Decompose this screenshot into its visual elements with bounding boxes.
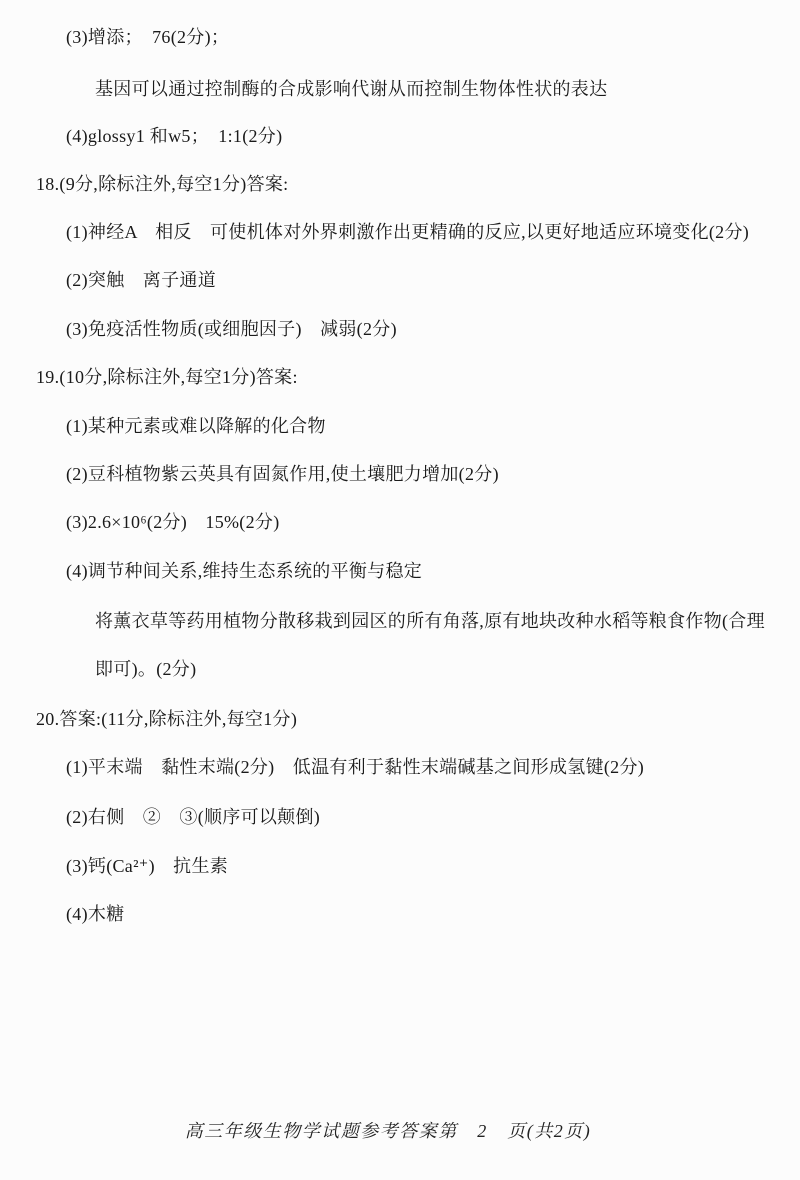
answer-line-q20-part1: (1)平末端 黏性末端(2分) 低温有利于黏性末端碱基之间形成氢键(2分) — [66, 757, 645, 777]
question-18-header: 18.(9分,除标注外,每空1分)答案: — [36, 174, 289, 194]
answer-line-q19-part1: (1)某种元素或难以降解的化合物 — [66, 416, 326, 436]
answer-line-q19-part4: (4)调节种间关系,维持生态系统的平衡与稳定 — [66, 561, 423, 581]
answer-line-q20-part4: (4)木糖 — [66, 904, 125, 924]
answer-line-q18-part1: (1)神经A 相反 可使机体对外界刺激作出更精确的反应,以更好地适应环境变化(2分) — [66, 222, 750, 242]
answer-line-q17-explanation: 基因可以通过控制酶的合成影响代谢从而控制生物体性状的表达 — [95, 79, 608, 99]
question-19-header: 19.(10分,除标注外,每空1分)答案: — [36, 367, 298, 387]
answer-line-q19-part3: (3)2.6×10⁶(2分) 15%(2分) — [66, 512, 280, 532]
answer-line-q17-part3: (3)增添； 76(2分)； — [66, 27, 230, 47]
answer-line-q17-part4: (4)glossy1 和w5； 1:1(2分) — [66, 126, 283, 146]
answer-line-q19-part2: (2)豆科植物紫云英具有固氮作用,使土壤肥力增加(2分) — [66, 464, 499, 484]
answer-line-q18-part3: (3)免疫活性物质(或细胞因子) 减弱(2分) — [66, 319, 397, 339]
question-20-header: 20.答案:(11分,除标注外,每空1分) — [36, 709, 298, 729]
page-footer: 高三年级生物学试题参考答案第 2 页(共2页) — [184, 1121, 592, 1141]
answer-line-q19-part4-cont2: 即可)。(2分) — [95, 659, 197, 679]
answer-line-q20-part2: (2)右侧 ② ③(顺序可以颠倒) — [66, 807, 321, 827]
answer-line-q19-part4-cont1: 将薰衣草等药用植物分散移栽到园区的所有角落,原有地块改种水稻等粮食作物(合理 — [95, 611, 765, 631]
answer-line-q18-part2: (2)突触 离子通道 — [66, 270, 216, 290]
answer-line-q20-part3: (3)钙(Ca²⁺) 抗生素 — [66, 856, 229, 876]
